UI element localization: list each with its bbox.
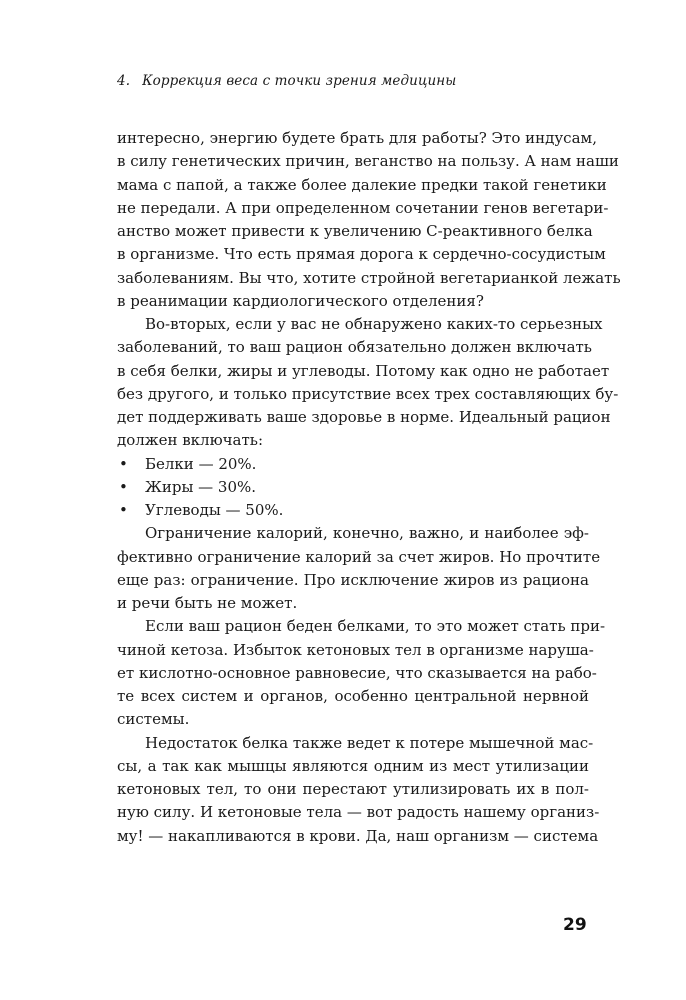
text-line: чиной кетоза. Избыток кетоновых тел в организме наруша- <box>117 640 594 659</box>
text-line: Недостаток белка также ведет к потере мышечной мас- <box>145 733 594 752</box>
paragraph-3 <box>117 522 601 615</box>
text-line: еще раз: ограничение. Про исключение жиров из рациона <box>117 570 589 589</box>
text-line: в себя белки, жиры и углеводы. Потому как одно не работает <box>117 361 610 380</box>
text-line: заболеваниям. Вы что, хотите стройной вегетарианкой лежать <box>117 268 621 287</box>
paragraph-1 <box>117 127 621 313</box>
text-line: анство может привести к увеличению С-реактивного белка <box>117 222 593 240</box>
list-item <box>117 476 589 499</box>
text-line: заболеваний, то ваш рацион обязательно должен включать <box>117 338 592 357</box>
text-line: Если ваш рацион беден белками, то это может стать при- <box>145 617 606 636</box>
text-line: ет кислотно-основное равновесие, что сказывается на рабо- <box>117 663 597 682</box>
text-line: и речи быть не может. <box>117 594 298 612</box>
text-line: ную силу. И кетоновые тела — вот радость нашему организ- <box>117 803 600 822</box>
text-line: дет поддерживать ваше здоровье в норме. Идеальный рацион <box>117 408 611 426</box>
text-line: сы, а так как мышцы являются одним из мест утилизации <box>117 756 589 775</box>
macro-ratio-list <box>117 453 589 523</box>
list-item-text: Жиры — 30%. <box>145 477 257 496</box>
paragraph-4 <box>117 615 606 731</box>
text-line: интересно, энергию будете брать для работы? Это индусам, <box>117 129 597 147</box>
list-item <box>117 499 589 522</box>
text-line: мама с папой, а также более далекие предки такой генетики <box>117 175 607 194</box>
bullet-icon: • <box>119 477 128 496</box>
text-line: кетоновых тел, то они перестают утилизировать их в пол- <box>117 780 589 798</box>
text-line: должен включать: <box>117 431 264 450</box>
text-line: в силу генетических причин, веганство на пользу. А нам наши <box>117 152 619 171</box>
text-line: в реанимации кардиологического отделения? <box>117 291 484 310</box>
text-line: не передали. А при определенном сочетании генов вегетари- <box>117 198 609 217</box>
text-line: Ограничение калорий, конечно, важно, и наиболее эф- <box>145 524 589 543</box>
list-item-text: Углеводы — 50%. <box>145 501 284 519</box>
bullet-icon: • <box>119 501 128 519</box>
text-line: системы. <box>117 710 190 729</box>
text-line: Во-вторых, если у вас не обнаружено каких-то серьезных <box>145 315 603 333</box>
list-item-text: Белки — 20%. <box>145 454 257 473</box>
list-item <box>117 453 589 476</box>
page-number: 29 <box>563 915 587 935</box>
text-line: без другого, и только присутствие всех трех составляющих бу- <box>117 384 619 403</box>
paragraph-5 <box>117 732 600 848</box>
text-line: те всех систем и органов, особенно центральной нервной <box>117 687 589 705</box>
chapter-title: Коррекция веса с точки зрения медицины <box>142 73 457 89</box>
body-text <box>117 127 621 848</box>
chapter-number: 4. <box>117 73 131 89</box>
text-line: му! — накапливаются в крови. Да, наш организм — система <box>117 826 599 845</box>
bullet-icon: • <box>119 454 128 473</box>
text-line: в организме. Что есть прямая дорога к сердечно-сосудистым <box>117 245 606 264</box>
paragraph-2 <box>117 313 619 453</box>
running-head <box>117 73 456 89</box>
text-line: фективно ограничение калорий за счет жиров. Но прочтите <box>117 547 601 566</box>
